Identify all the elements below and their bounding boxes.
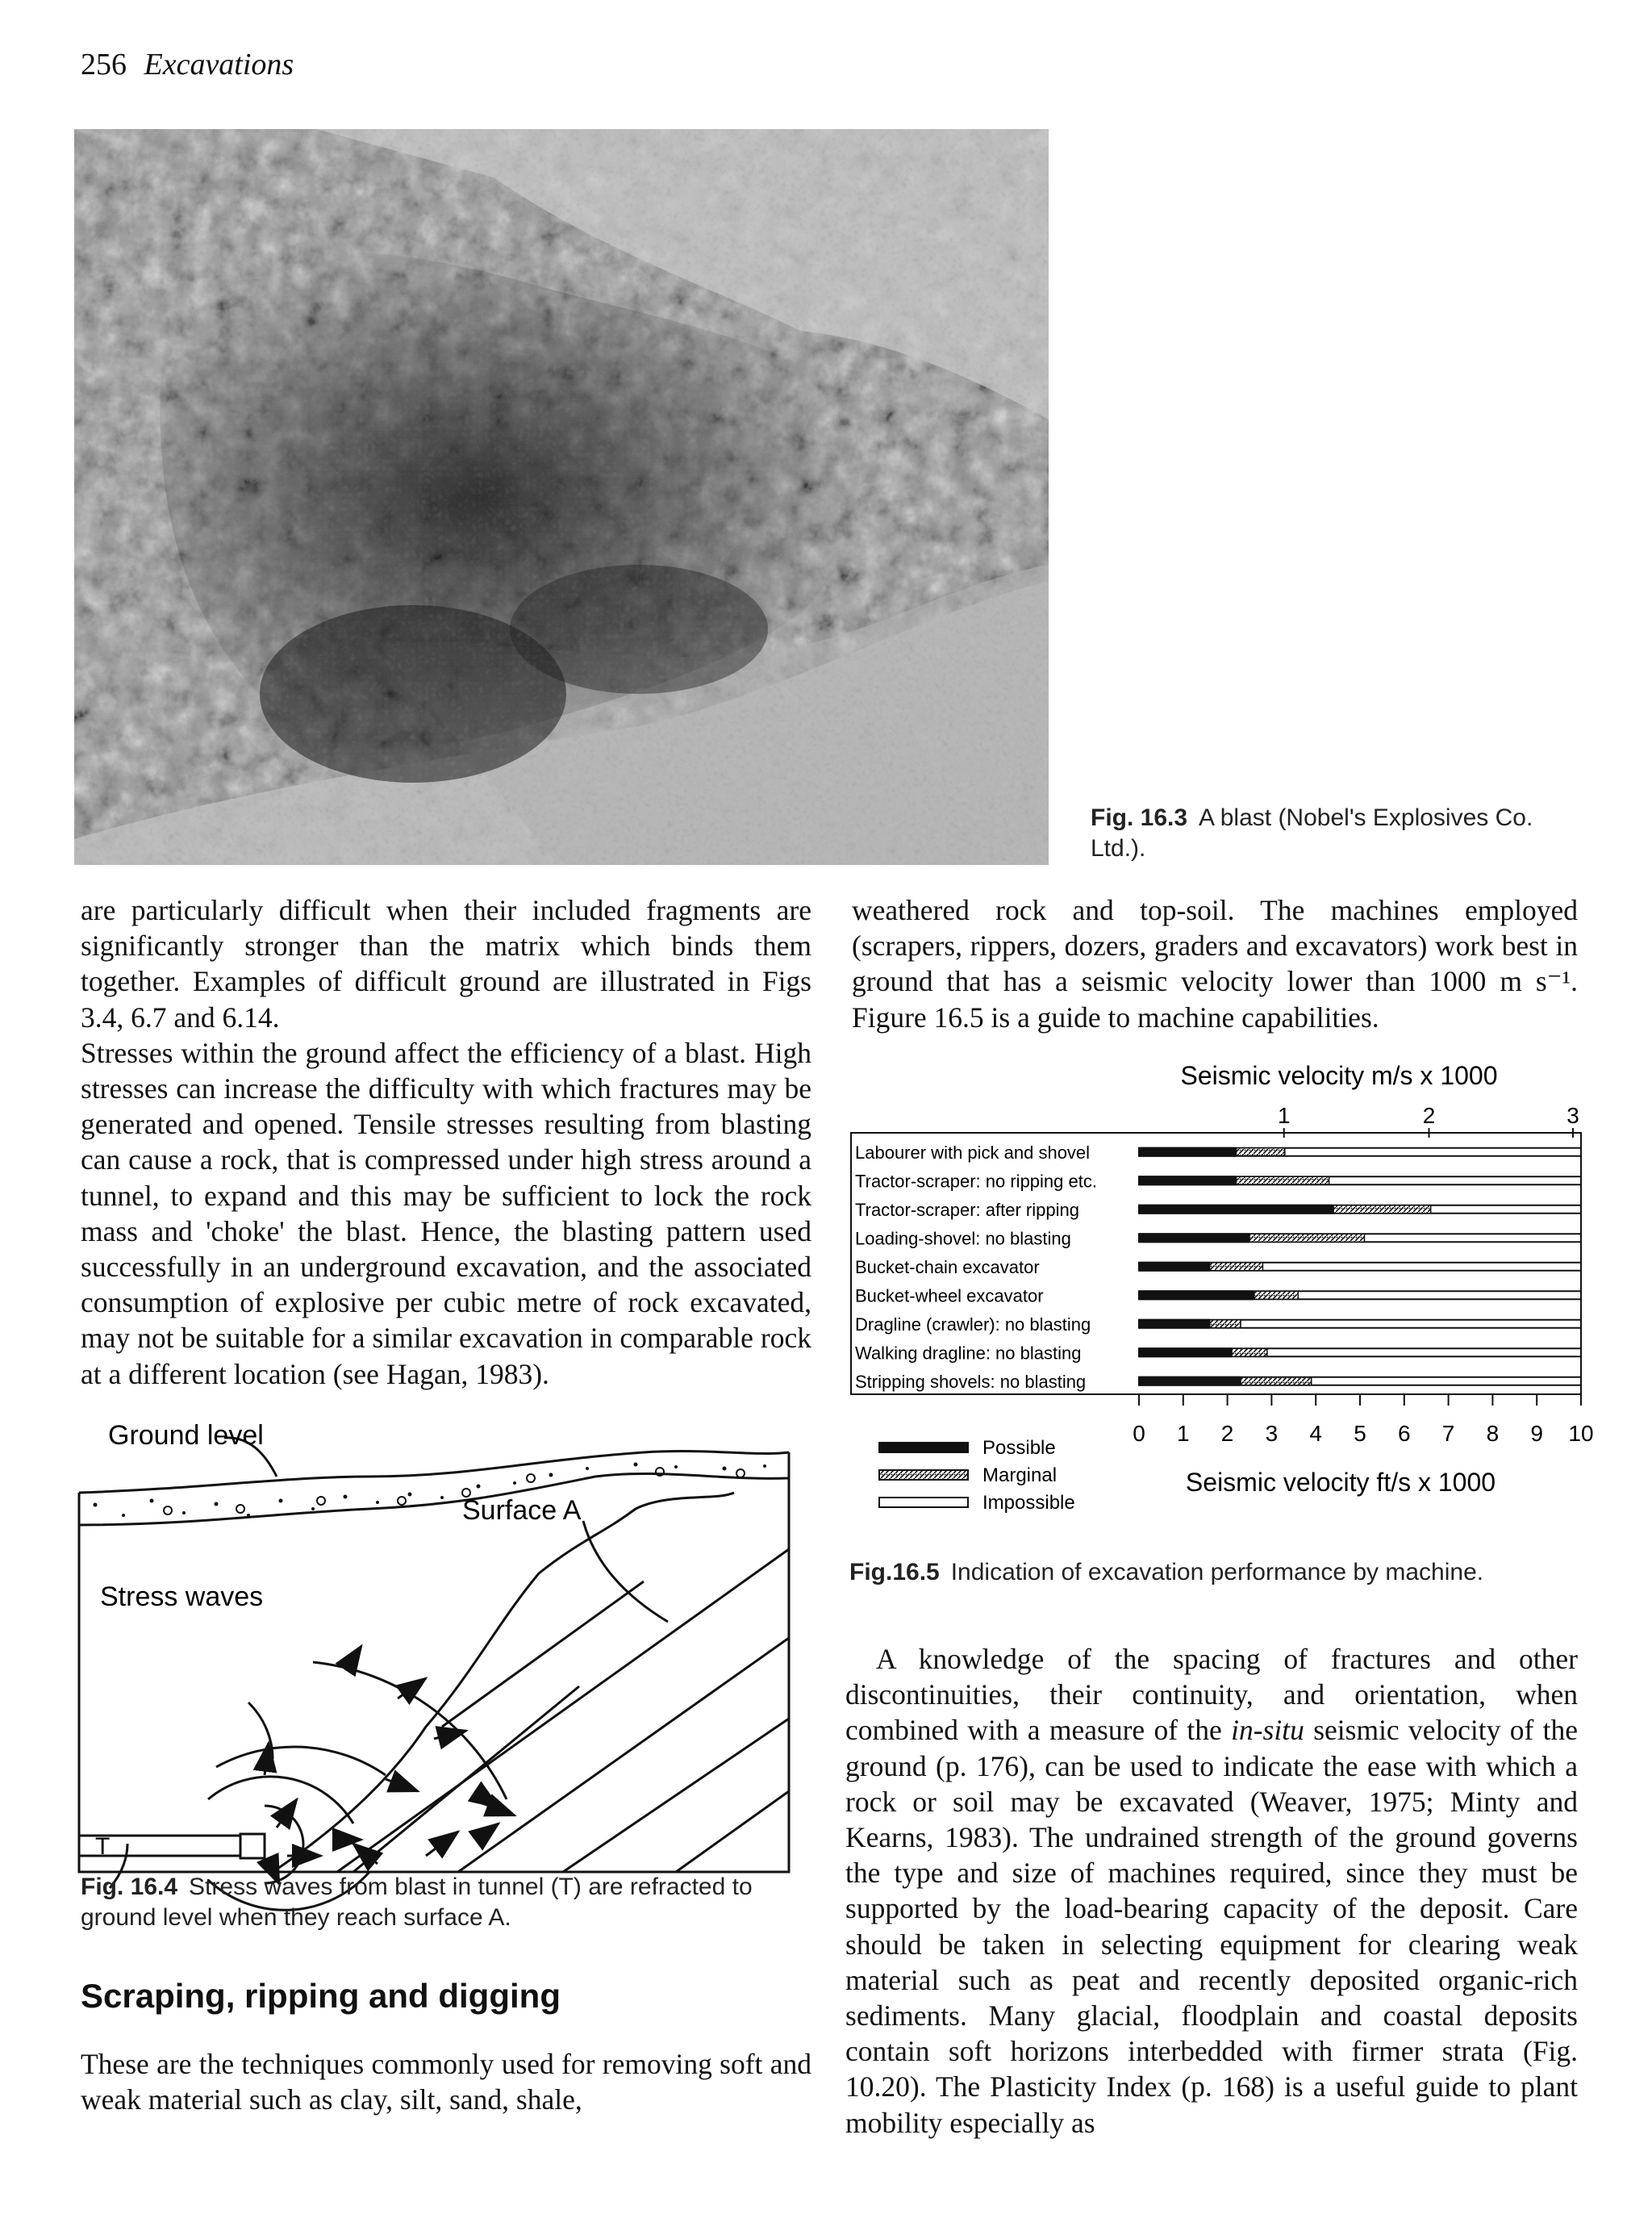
bar-possible	[1139, 1319, 1210, 1329]
stress-waves-label: Stress waves	[100, 1581, 264, 1612]
top-axis-tick-label: 1	[1277, 1103, 1291, 1128]
para-end: seismic velocity of the ground (p. 176), can be used to indicate the ease with which a rock or soil may be excavated (Weaver, 1975; Minty and Kearns, 1983). The undrained strength of the ground governs the type and size of machines required, since they must be supported by the load-bearing capacity of the deposit. Care should be taken in selecting equipment for clearing weak material such as peat and recently deposited organic-rich sediments. Many glacial, floodplain and coastal deposits contain soft horizons interbedded with firmer strata (Fig. 10.20). The Plasticity Index (p. 168) is a useful guide to plant mobility especially as	[845, 1714, 1578, 2139]
para-start: A knowledge of the spacing of fractures and other discontinuities, their continuity, and orientation, when combined with a measure of the	[845, 1643, 1578, 1747]
running-head	[81, 47, 294, 82]
bar-marginal	[1254, 1291, 1298, 1299]
bar-possible	[1139, 1233, 1249, 1243]
bar-possible	[1139, 1377, 1241, 1386]
right-column-lower	[845, 1641, 1578, 2141]
legend-swatch	[879, 1498, 968, 1507]
bar-marginal	[1241, 1377, 1312, 1385]
chart-category-label: Tractor-scraper: no ripping etc.	[855, 1171, 1097, 1192]
bottom-axis-tick-label: 3	[1265, 1421, 1279, 1446]
left-column-lower	[81, 2046, 811, 2117]
legend-label: Possible	[982, 1437, 1056, 1459]
chart-category-label: Bucket-wheel excavator	[855, 1285, 1044, 1306]
bar-possible	[1139, 1262, 1210, 1272]
paragraph: are particularly difficult when their included fragments are significantly stronger than the matrix which binds them together. Examples of difficult ground are illustrated in Figs 3.4, 6.7 and 6.14.	[81, 894, 811, 1034]
bar-possible	[1139, 1290, 1254, 1300]
in-situ-italic: in-situ	[1231, 1714, 1304, 1747]
page-number: 256	[81, 48, 127, 81]
bottom-axis-tick-label: 0	[1133, 1421, 1145, 1446]
fig-16-3-caption	[1091, 803, 1591, 864]
ground-level-label: Ground level	[108, 1420, 264, 1451]
bar-possible	[1139, 1347, 1232, 1357]
bar-possible	[1139, 1205, 1333, 1214]
fig-16-3-text: A blast (Nobel's Explosives Co. Ltd.).	[1091, 804, 1533, 862]
chart-category-label: Loading-shovel: no blasting	[855, 1228, 1071, 1249]
legend-swatch	[879, 1443, 968, 1452]
bar-possible	[1139, 1147, 1237, 1157]
chart-category-label: Stripping shovels: no blasting	[855, 1371, 1087, 1392]
bottom-axis-tick-label: 5	[1354, 1421, 1366, 1446]
bar-possible	[1139, 1176, 1237, 1185]
chart-category-label: Bucket-chain excavator	[855, 1256, 1040, 1277]
chart-x-label: Seismic velocity ft/s x 1000	[1185, 1468, 1496, 1497]
fig-16-3-label: Fig. 16.3	[1091, 804, 1188, 831]
chart-category-label: Labourer with pick and shovel	[855, 1142, 1091, 1163]
surface-a-label: Surface A	[462, 1495, 582, 1526]
bottom-axis-tick-label: 4	[1309, 1421, 1322, 1446]
section-heading: Scraping, ripping and digging	[81, 1977, 561, 2015]
legend-label: Impossible	[982, 1492, 1075, 1514]
right-column-upper	[852, 892, 1578, 1035]
bottom-axis-tick-label: 6	[1398, 1421, 1411, 1446]
chart-title: Seismic velocity m/s x 1000	[1180, 1061, 1498, 1090]
chart-category-label: Dragline (crawler): no blasting	[855, 1314, 1091, 1335]
bottom-axis-tick-label: 2	[1220, 1421, 1234, 1446]
machine-performance-chart	[847, 1057, 1594, 1557]
top-axis-tick-label: 3	[1566, 1103, 1579, 1128]
paragraph: These are the techniques commonly used for removing soft and weak material such as clay, silt, sand, shale,	[81, 2048, 811, 2116]
bar-marginal	[1249, 1234, 1364, 1242]
stress-wave-diagram	[79, 1420, 821, 1872]
paragraph: weathered rock and top-soil. The machines employed (scrapers, rippers, dozers, graders and excavators) work best in ground that has a seismic velocity lower than 1000 m s⁻¹. Figure 16.5 is a guide to machine capabilities.	[852, 894, 1578, 1034]
bar-marginal	[1333, 1205, 1431, 1214]
left-column-upper	[81, 892, 811, 1392]
fig-16-5-text: Indication of excavation performance by machine.	[950, 1559, 1484, 1585]
fig-16-5-label: Fig.16.5	[849, 1559, 940, 1585]
bottom-axis-tick-label: 1	[1177, 1421, 1190, 1446]
legend-swatch	[879, 1470, 968, 1480]
paragraph: Stresses within the ground affect the efficiency of a blast. High stresses can increase the difficulty with which fractures may be generated and opened. Tensile stresses resulting from blasting can cause a rock, that is compressed under high stress around a tunnel, to expand and this may be sufficient to lock the rock mass and 'choke' the blast. Hence, the blasting pattern used successfully in an underground excavation, and the associated consumption of explosive per cubic metre of rock excavated, may not be suitable for a similar excavation in comparable rock at a different location (see Hagan, 1983).	[81, 1036, 811, 1390]
paragraph	[845, 1641, 1578, 2141]
chart-category-label: Tractor-scraper: after ripping	[855, 1199, 1079, 1220]
bar-marginal	[1210, 1320, 1241, 1328]
tunnel-label: T	[95, 1833, 111, 1860]
fig-16-5-caption	[849, 1557, 1600, 1588]
fig-16-4-label: Fig. 16.4	[81, 1874, 178, 1900]
running-head-title: Excavations	[144, 48, 294, 81]
bar-marginal	[1237, 1148, 1285, 1156]
chart-category-label: Walking dragline: no blasting	[855, 1343, 1082, 1364]
bottom-axis-tick-label: 9	[1530, 1421, 1543, 1446]
bar-marginal	[1210, 1263, 1263, 1271]
fig-16-4-caption	[81, 1872, 823, 1933]
bottom-axis-tick-label: 7	[1441, 1421, 1455, 1446]
bar-marginal	[1232, 1348, 1267, 1356]
top-axis-tick-label: 2	[1422, 1103, 1436, 1128]
bottom-axis-tick-label: 8	[1486, 1421, 1500, 1446]
bottom-axis-tick-label: 10	[1568, 1421, 1594, 1446]
legend-label: Marginal	[982, 1464, 1058, 1486]
fig-16-4-text: Stress waves from blast in tunnel (T) are refracted to ground level when they reach surface A.	[81, 1874, 753, 1931]
blast-photograph	[74, 129, 1049, 865]
bar-marginal	[1237, 1176, 1329, 1184]
